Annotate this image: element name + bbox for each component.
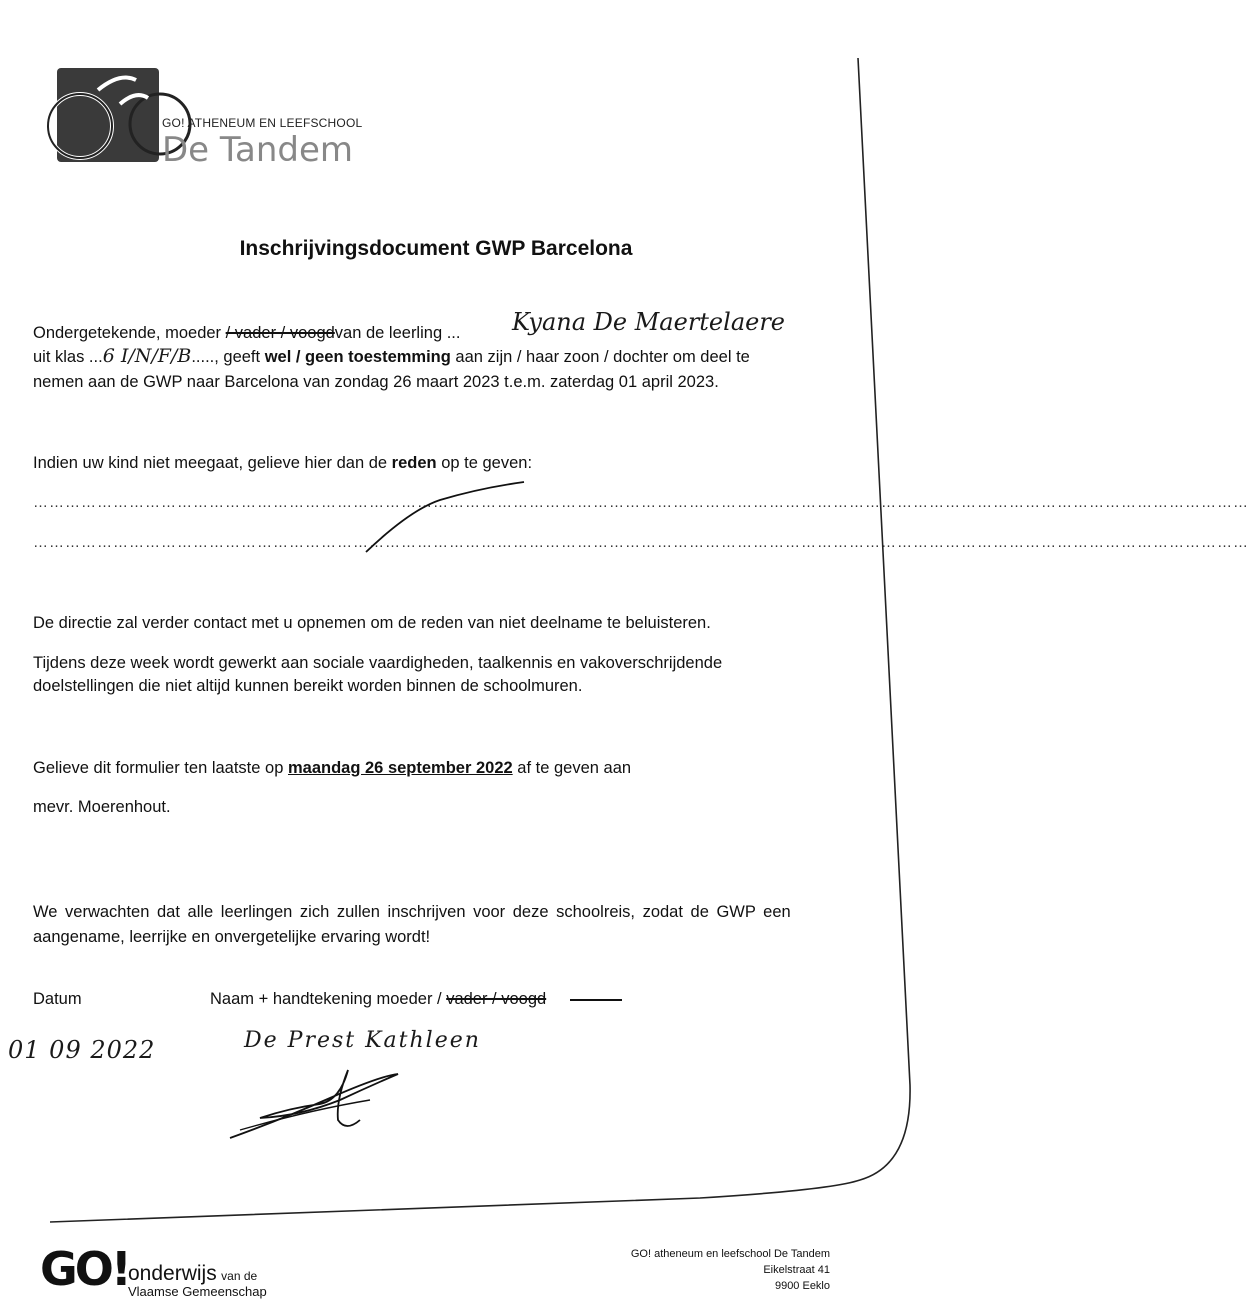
go-logo-mark: GO! — [40, 1242, 129, 1296]
struck-parent-options: / vader / voogd — [225, 324, 335, 342]
vlaamse-gemeenschap: Vlaamse Gemeenschap — [128, 1284, 267, 1299]
directie-paragraph: De directie zal verder contact met u opnemen om de reden van niet deelname te beluisteren. — [33, 614, 711, 632]
intro-line-2: uit klas ...6 I/N/F/B....., geeft wel / geen toestemming aan zijn / haar zoon / dochter om deel te — [33, 345, 750, 367]
reason-prompt: Indien uw kind niet meegaat, gelieve hier dan de reden op te geven: — [33, 454, 533, 472]
class-handwritten: 6 I/N/F/B — [102, 345, 192, 367]
consent-choice: wel / geen toestemming — [264, 348, 451, 366]
naam-handwritten: De Prest Kathleen — [244, 1028, 481, 1053]
week-paragraph-line-1: Tijdens deze week wordt gewerkt aan sociale vaardigheden, taalkennis en vakoverschrijdende — [33, 654, 723, 672]
naam-strike-extension — [570, 996, 630, 1006]
school-name: De Tandem — [162, 130, 354, 170]
van-de-word: van de — [221, 1269, 258, 1283]
address-name: GO! atheneum en leefschool De Tandem — [630, 1248, 830, 1260]
expect-line-1: We verwachten dat alle leerlingen zich zullen inschrijven voor deze schoolreis, zodat de GWP een — [33, 903, 791, 921]
school-prefix: GO! — [162, 116, 185, 130]
onderwijs-word: onderwijs — [128, 1262, 217, 1285]
contact-person: mevr. Moerenhout. — [33, 798, 171, 816]
naam-label: Naam + handtekening moeder / vader / voogd — [210, 990, 547, 1008]
reason-line-1: ………………………………………………………………………………………………………………………………………………………………………………………………………… — [33, 494, 1249, 511]
datum-handwritten: 01 09 2022 — [8, 1036, 156, 1064]
intro-line-1: Ondergetekende, moeder / vader / voogdvan de leerling ... — [33, 324, 461, 342]
reason-line-2: ………………………………………………………………………………………………………………………………………………………………………………………………………… — [33, 534, 1249, 551]
address-city: 9900 Eeklo — [774, 1280, 830, 1292]
reason-strike-mark — [0, 0, 1249, 600]
week-paragraph-line-2: doelstellingen die niet altijd kunnen bereikt worden binnen de schoolmuren. — [33, 677, 583, 695]
student-name-handwritten: Kyana De Maertelaere — [512, 308, 785, 336]
footer-address — [560, 1246, 830, 1294]
deadline-paragraph: Gelieve dit formulier ten laatste op maandag 26 september 2022 af te geven aan — [33, 759, 632, 777]
address-street: Eikelstraat 41 — [763, 1264, 830, 1276]
deadline-date: maandag 26 september 2022 — [287, 759, 513, 777]
document-title: Inschrijvingsdocument GWP Barcelona — [239, 237, 633, 260]
intro-line-3: nemen aan de GWP naar Barcelona van zondag 26 maart 2023 t.e.m. zaterdag 01 april 2023. — [33, 373, 719, 391]
expect-line-2: aangename, leerrijke en onvergetelijke ervaring wordt! — [33, 928, 431, 946]
school-line: ATHENEUM EN LEEFSCHOOL — [187, 116, 363, 130]
signature-scribble — [220, 1060, 420, 1150]
go-onderwijs-logo — [40, 1242, 300, 1300]
datum-label: Datum — [33, 990, 82, 1008]
